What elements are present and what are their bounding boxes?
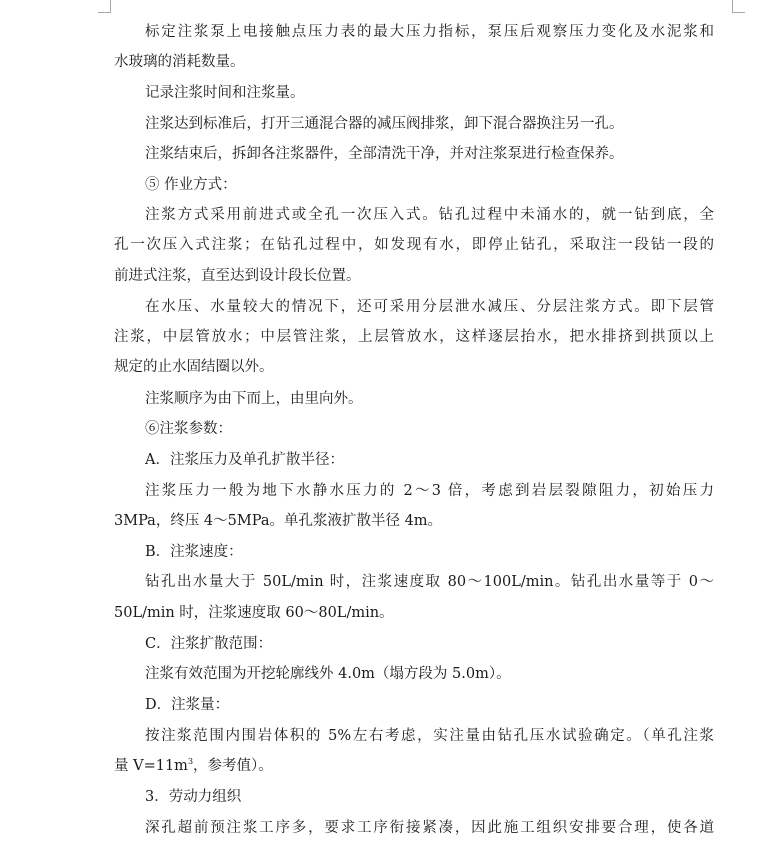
text-line: 深孔超前预注浆工序多，要求工序衔接紧凑，因此施工组织安排要合理，使各道 bbox=[145, 820, 714, 836]
text-fragment: 量 V=11m bbox=[114, 758, 188, 774]
text-line: 注浆结束后，拆卸各注浆器件，全部清洗干净，并对注浆泵进行检查保养。 bbox=[145, 146, 624, 162]
text-fragment: ，参考值）。 bbox=[193, 758, 273, 774]
text-line: 注浆达到标准后，打开三通混合器的减压阀排浆，卸下混合器换注另一孔。 bbox=[145, 116, 624, 132]
text-line: 3MPa，终压 4～5MPa。单孔浆液扩散半径 4m。 bbox=[114, 513, 443, 529]
text-line: 50L/min 时，注浆速度取 60～80L/min。 bbox=[114, 605, 394, 621]
section-heading: ⑥注浆参数： bbox=[145, 421, 232, 437]
page-corner-mark-top-right bbox=[732, 0, 745, 13]
text-line: 按注浆范围内围岩体积的 5%左右考虑，实注量由钻孔压水试验确定。（单孔注浆 bbox=[145, 728, 714, 744]
text-line: 注浆方式采用前进式或全孔一次压入式。钻孔过程中未涌水的，就一钻到底，全 bbox=[145, 207, 714, 223]
subsection-heading: B．注浆速度： bbox=[145, 544, 243, 560]
text-line: 标定注浆泵上电接触点压力表的最大压力指标，泵压后观察压力变化及水泥浆和 bbox=[145, 24, 714, 40]
superscript: 3 bbox=[187, 757, 194, 767]
subsection-heading: C．注浆扩散范围： bbox=[145, 636, 273, 652]
text-line: 记录注浆时间和注浆量。 bbox=[145, 85, 305, 101]
text-line: 规定的止水固结圈以外。 bbox=[114, 359, 274, 375]
text-line bbox=[114, 756, 273, 776]
subsection-heading: D．注浆量： bbox=[145, 697, 230, 713]
section-heading: 3．劳动力组织 bbox=[145, 789, 242, 805]
text-line: 钻孔出水量大于 50L/min 时，注浆速度取 80～100L/min。钻孔出水量等于 0～ bbox=[145, 574, 714, 590]
text-line: 注浆有效范围为开挖轮廓线外 4.0m（塌方段为 5.0m）。 bbox=[145, 666, 511, 682]
text-line: 孔一次压入式注浆；在钻孔过程中，如发现有水，即停止钻孔，采取注一段钻一段的 bbox=[114, 237, 714, 253]
page-corner-mark-top-left bbox=[98, 0, 111, 13]
section-heading: ⑤ 作业方式： bbox=[145, 177, 237, 193]
text-line: 水玻璃的消耗数量。 bbox=[114, 54, 245, 70]
subsection-heading: A．注浆压力及单孔扩散半径： bbox=[145, 452, 344, 468]
text-line: 注浆，中层管放水；中层管注浆，上层管放水，这样逐层抬水，把水排挤到拱顶以上 bbox=[114, 329, 714, 345]
text-line: 注浆顺序为由下而上，由里向外。 bbox=[145, 391, 363, 407]
text-line: 在水压、水量较大的情况下，还可采用分层泄水减压、分层注浆方式。即下层管 bbox=[145, 299, 714, 315]
text-line: 注浆压力一般为地下水静水压力的 2～3 倍，考虑到岩层裂隙阻力，初始压力 bbox=[145, 483, 714, 499]
text-line: 前进式注浆，直至达到设计段长位置。 bbox=[114, 268, 361, 284]
